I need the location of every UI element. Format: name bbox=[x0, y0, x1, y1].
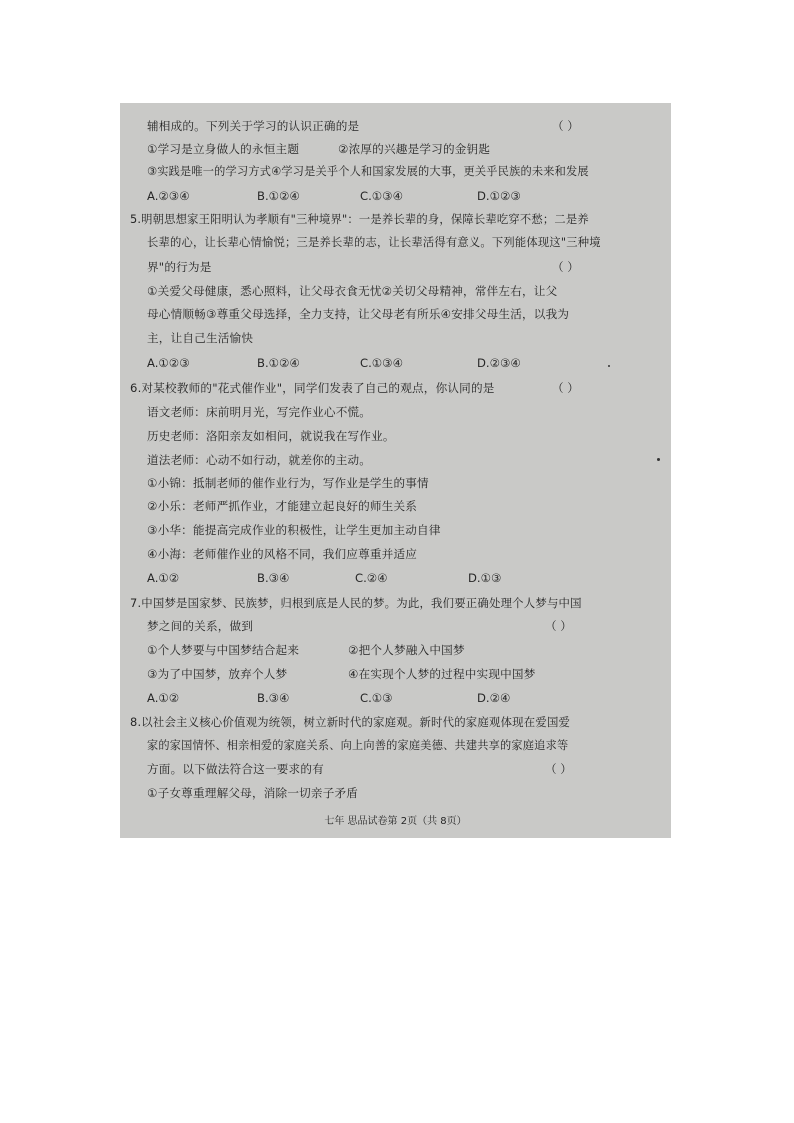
statement: ①个人梦要与中国梦结合起来 bbox=[147, 643, 300, 657]
statement: ①学习是立身做人的永恒主题 bbox=[147, 142, 300, 156]
answer-parentheses: （ ） bbox=[552, 119, 579, 133]
statement: 母心情顺畅③尊重父母选择，全力支持，让父母老有所乐④安排父母生活，以我为 bbox=[147, 307, 570, 321]
question-5-text: 5.明朝思想家王阳明认为孝顺有"三种境界"：一是养长辈的身，保障长辈吃穿不愁；二是养 bbox=[130, 213, 589, 226]
question-6-text: 6.对某校教师的"花式催作业"，同学们发表了自己的观点，你认同的是 bbox=[130, 381, 495, 395]
statement: ②把个人梦融入中国梦 bbox=[348, 643, 465, 657]
question-5-text: 长辈的心，让长辈心情愉悦；三是养长辈的志，让长辈活得有意义。下列能体现这"三种境 bbox=[147, 236, 601, 249]
scan-speck bbox=[657, 458, 660, 461]
question-8-text: 8.以社会主义核心价值观为统领，树立新时代的家庭观。新时代的家庭观体现在爱国爱 bbox=[130, 715, 571, 729]
option-b: B.③④ bbox=[257, 691, 290, 705]
statement: ②浓厚的兴趣是学习的金钥匙 bbox=[338, 142, 491, 156]
option-c: C.①③④ bbox=[360, 189, 403, 203]
answer-parentheses: （ ） bbox=[552, 260, 579, 274]
statement: ③为了中国梦，放弃个人梦 bbox=[147, 667, 288, 681]
question-8-text: 方面。以下做法符合这一要求的有 bbox=[147, 762, 324, 776]
answer-parentheses: （ ） bbox=[545, 762, 572, 776]
teacher-quote: 道法老师：心动不如行动，就差你的主动。 bbox=[147, 453, 372, 467]
teacher-quote: 语文老师：床前明月光，写完作业心不慌。 bbox=[147, 405, 372, 419]
statement: ③小华：能提高完成作业的积极性，让学生更加主动自律 bbox=[147, 523, 441, 537]
option-b: B.①②④ bbox=[257, 356, 300, 370]
option-c: C.①③④ bbox=[360, 356, 403, 370]
answer-parentheses: （ ） bbox=[545, 619, 572, 633]
option-b: B.③④ bbox=[257, 571, 290, 585]
option-a: A.①② bbox=[147, 571, 180, 585]
option-d: D.②④ bbox=[477, 691, 511, 705]
statement: ①子女尊重理解父母，消除一切亲子矛盾 bbox=[147, 786, 359, 800]
option-a: A.②③④ bbox=[147, 189, 190, 203]
option-c: C.①③ bbox=[360, 691, 393, 705]
statement: ④小海：老师催作业的风格不同，我们应尊重并适应 bbox=[147, 547, 418, 561]
option-d: D.②③④ bbox=[477, 356, 521, 370]
statement: ②小乐：老师严抓作业，才能建立起良好的师生关系 bbox=[147, 499, 418, 513]
statement: ①关爱父母健康，悉心照料，让父母衣食无忧②关切父母精神，常伴左右，让父 bbox=[147, 284, 558, 298]
option-d: D.①③ bbox=[468, 571, 502, 585]
statement: 主，让自己生活愉快 bbox=[147, 331, 254, 345]
option-b: B.①②④ bbox=[257, 189, 300, 203]
page-footer: 七年 思品试卷第 2页（共 8页） bbox=[324, 816, 467, 827]
question-7-text: 梦之间的关系，做到 bbox=[147, 619, 254, 633]
question-5-text: 界"的行为是 bbox=[147, 260, 212, 274]
teacher-quote: 历史老师：洛阳亲友如相问，就说我在写作业。 bbox=[147, 429, 395, 443]
option-a: A.①②③ bbox=[147, 356, 190, 370]
exam-page-photo bbox=[120, 103, 671, 838]
option-a: A.①② bbox=[147, 691, 180, 705]
option-d: D.①②③ bbox=[477, 189, 521, 203]
answer-parentheses: （ ） bbox=[552, 381, 579, 395]
option-c: C.②④ bbox=[355, 571, 388, 585]
question-7-text: 7.中国梦是国家梦、民族梦，归根到底是人民的梦。为此，我们要正确处理个人梦与中国 bbox=[130, 596, 582, 610]
statement: ③实践是唯一的学习方式④学习是关乎个人和国家发展的大事，更关乎民族的未来和发展 bbox=[147, 165, 589, 178]
scan-speck bbox=[608, 365, 610, 367]
question-text: 辅相成的。下列关于学习的认识正确的是 bbox=[147, 119, 360, 133]
question-8-text: 家的家国情怀、相亲相爱的家庭关系、向上向善的家庭美德、共建共享的家庭追求等 bbox=[147, 739, 569, 752]
statement: ④在实现个人梦的过程中实现中国梦 bbox=[348, 667, 536, 681]
statement: ①小锦：抵制老师的催作业行为，写作业是学生的事情 bbox=[147, 476, 429, 490]
